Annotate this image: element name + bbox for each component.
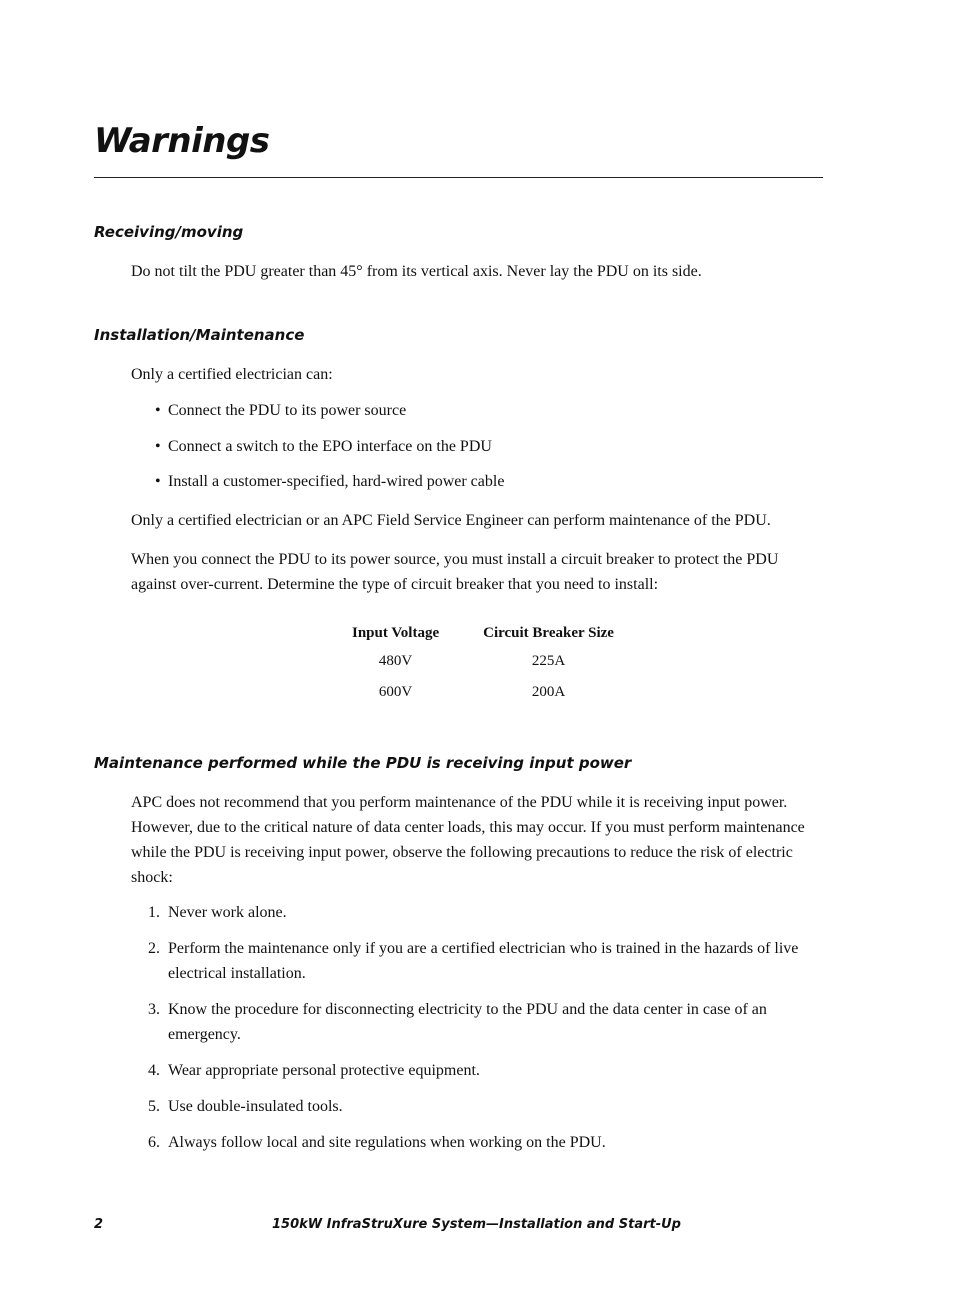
footer-page-number: 2 (94, 1217, 104, 1232)
installation-para-maintenance: Only a certified electrician or an APC Field Service Engineer can perform maintenance of the PDU. (131, 512, 771, 529)
receiving-text: Do not tilt the PDU greater than 45° from its vertical axis. Never lay the PDU on its side. (131, 263, 702, 280)
installation-para-breaker: When you connect the PDU to its power source, you must install a circuit breaker to protect the PDU against over-current. Determine the type of circuit breaker that you need to install: (131, 551, 779, 593)
installation-intro: Only a certified electrician can: (131, 366, 333, 383)
page-title: Warnings (94, 121, 270, 161)
list-item-text: Install a customer-specified, hard-wired power cable (168, 473, 505, 490)
list-number: 1. (148, 904, 160, 921)
bullet-icon: • (155, 402, 161, 419)
list-item-text: Connect the PDU to its power source (168, 402, 407, 419)
table-header-row (330, 620, 636, 646)
title-divider (94, 177, 823, 178)
table-cell: 225A (531, 653, 566, 669)
list-number: 5. (148, 1098, 160, 1115)
list-item-text: Use double-insulated tools. (168, 1098, 343, 1115)
list-number: 6. (148, 1134, 160, 1151)
column-header-input-voltage: Input Voltage (352, 624, 440, 641)
table-cell: 600V (378, 684, 413, 700)
list-item (140, 1094, 830, 1119)
table-row (330, 677, 636, 708)
table-cell: 480V (378, 653, 413, 669)
table-row (330, 646, 636, 677)
list-item-text: Perform the maintenance only if you are a certified electrician who is trained in the hazards of live electrical installation. (168, 940, 799, 982)
breaker-table (330, 620, 636, 708)
list-item-text: Never work alone. (168, 904, 287, 921)
bullet-icon: • (155, 473, 161, 490)
section-heading-installation: Installation/Maintenance (94, 326, 305, 344)
list-item (155, 434, 492, 459)
list-item (140, 936, 830, 986)
list-item (140, 1130, 830, 1155)
list-item-text: Know the procedure for disconnecting electricity to the PDU and the data center in case of an emergency. (168, 1001, 767, 1043)
section-heading-maintenance: Maintenance performed while the PDU is receiving input power (94, 754, 632, 772)
list-item (155, 469, 504, 494)
footer-document-title: 150kW InfraStruXure System—Installation and Start-Up (272, 1217, 681, 1232)
list-number: 3. (148, 1001, 160, 1018)
list-item-text: Connect a switch to the EPO interface on the PDU (168, 438, 492, 455)
list-item (155, 398, 406, 423)
list-item-text: Always follow local and site regulations when working on the PDU. (168, 1134, 606, 1151)
column-header-breaker-size: Circuit Breaker Size (483, 624, 614, 641)
list-item (140, 997, 830, 1047)
list-item-text: Wear appropriate personal protective equipment. (168, 1062, 480, 1079)
bullet-icon: • (155, 438, 161, 455)
list-number: 2. (148, 940, 160, 957)
section-heading-receiving: Receiving/moving (94, 223, 244, 241)
list-item (140, 900, 830, 925)
maintenance-intro: APC does not recommend that you perform maintenance of the PDU while it is receiving input power. However, due to the critical nature of data center loads, this may occur. If you must perform maintenance while the PDU is receiving input power, observe the following precautions to reduce the risk of electric shock: (131, 794, 805, 886)
list-number: 4. (148, 1062, 160, 1079)
table-cell: 200A (531, 684, 566, 700)
list-item (140, 1058, 830, 1083)
